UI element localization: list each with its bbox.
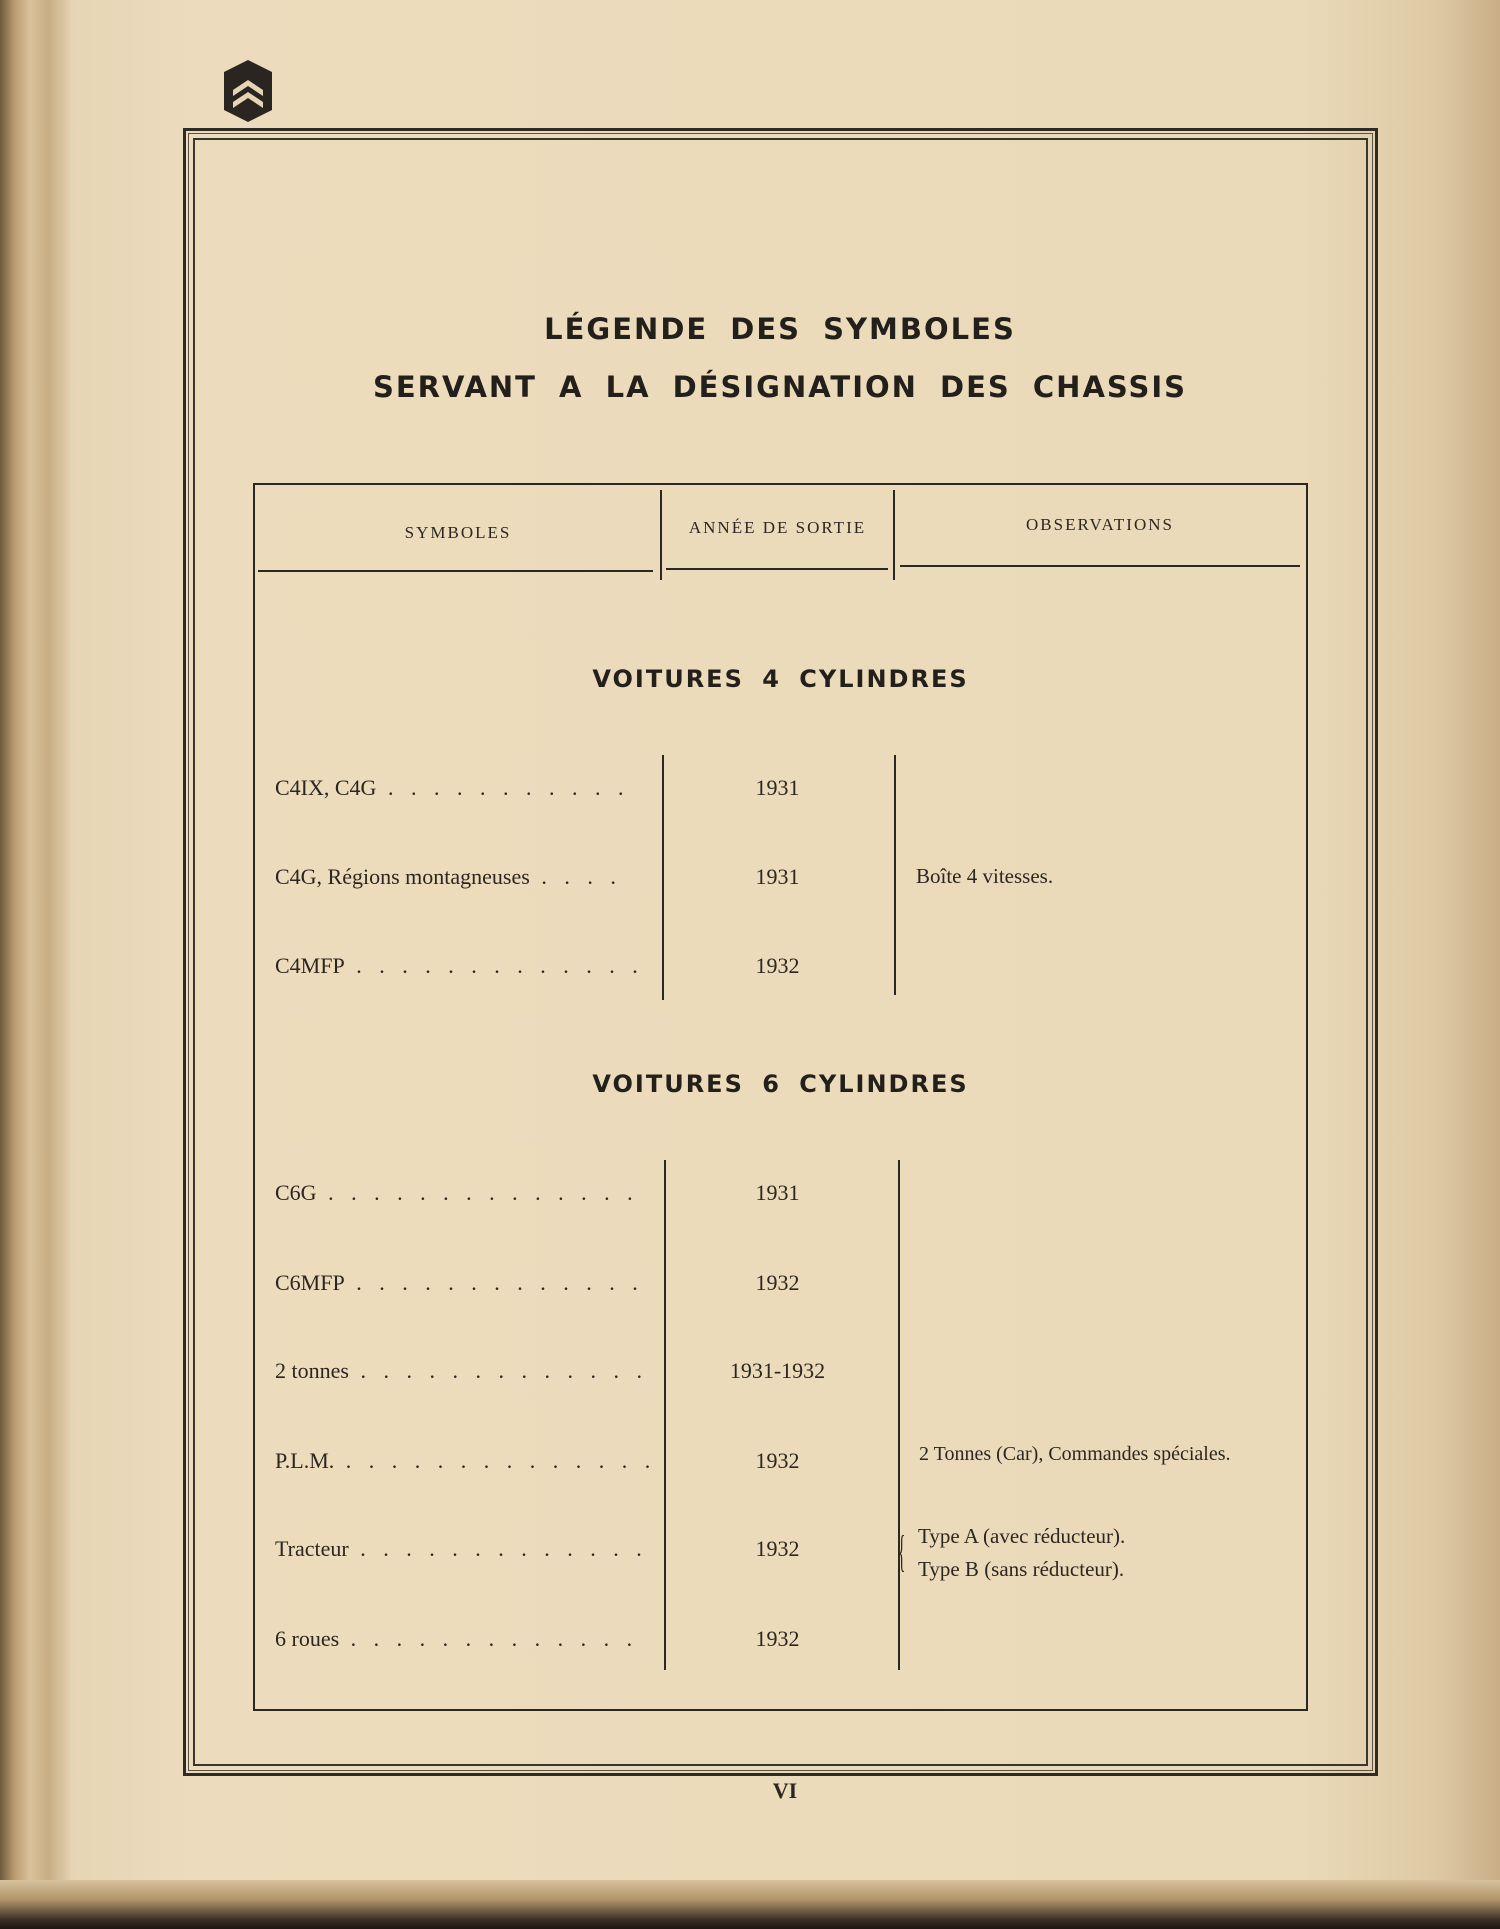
row-year: 1932 — [755, 1270, 800, 1295]
table-row — [253, 864, 1308, 904]
row-symbol: Tracteur . . . . . . . . . . . . . — [275, 1536, 648, 1561]
row-symbol: 6 roues . . . . . . . . . . . . . — [275, 1626, 639, 1651]
header-rule-symbols — [258, 570, 653, 572]
row-symbol: P.L.M. . . . . . . . . . . . . . . — [275, 1448, 657, 1473]
row-year: 1932 — [755, 1536, 800, 1561]
table-row — [253, 1180, 1308, 1220]
row-symbol: C4IX, C4G . . . . . . . . . . . — [275, 775, 630, 800]
row-symbol: C6G . . . . . . . . . . . . . . — [275, 1180, 639, 1205]
table-row — [253, 1524, 1308, 1581]
observation-line-1: Type A (avec réducteur). — [918, 1524, 1126, 1548]
table-row — [253, 1443, 1308, 1488]
table-row — [253, 1358, 1308, 1398]
table-row — [253, 1270, 1308, 1310]
header-rule-observations — [900, 565, 1300, 567]
section-title-4-cylinders: VOITURES 4 CYLINDRES — [592, 665, 969, 693]
row-symbol: C4MFP . . . . . . . . . . . . . — [275, 953, 644, 978]
book-bottom-edge — [0, 1880, 1500, 1929]
row-year: 1932 — [755, 1626, 800, 1651]
row-year: 1932 — [755, 953, 800, 978]
section2-divider-2 — [898, 1160, 900, 1670]
section2-divider-1 — [664, 1160, 666, 1670]
row-observation: 2 Tonnes (Car), Commandes spéciales. — [919, 1443, 1231, 1465]
header-divider-2 — [893, 490, 895, 580]
header-rule-year — [666, 568, 888, 570]
table-row — [253, 775, 1308, 815]
header-divider-1 — [660, 490, 662, 580]
table-row — [253, 953, 1308, 993]
table-row — [253, 1626, 1308, 1666]
row-symbol: C6MFP . . . . . . . . . . . . . — [275, 1270, 644, 1295]
row-year: 1931 — [755, 864, 800, 889]
page-number: VI — [772, 1778, 798, 1803]
row-observation: Boîte 4 vitesses. — [916, 864, 1054, 888]
row-symbol: C4G, Régions montagneuses . . . . — [275, 864, 622, 889]
row-year: 1932 — [755, 1448, 800, 1473]
brace-icon: { — [898, 1527, 906, 1576]
book-spine-edge — [0, 0, 70, 1929]
row-observation — [918, 1520, 1125, 1586]
page-title-line-1: LÉGENDE DES SYMBOLES — [544, 312, 1016, 346]
row-year: 1931 — [755, 775, 800, 800]
row-year: 1931-1932 — [729, 1358, 826, 1383]
observation-line-2: Type B (sans réducteur). — [918, 1557, 1125, 1581]
section-title-6-cylinders: VOITURES 6 CYLINDRES — [592, 1070, 969, 1098]
chevron-double-logo-icon — [220, 58, 276, 124]
column-header-year: ANNÉE DE SORTIE — [688, 518, 867, 537]
column-header-symbols: SYMBOLES — [404, 523, 512, 542]
page-title-line-2: SERVANT A LA DÉSIGNATION DES CHASSIS — [372, 370, 1188, 404]
row-symbol: 2 tonnes . . . . . . . . . . . . . — [275, 1358, 648, 1383]
column-header-observations: OBSERVATIONS — [1026, 515, 1174, 534]
row-year: 1931 — [755, 1180, 800, 1205]
